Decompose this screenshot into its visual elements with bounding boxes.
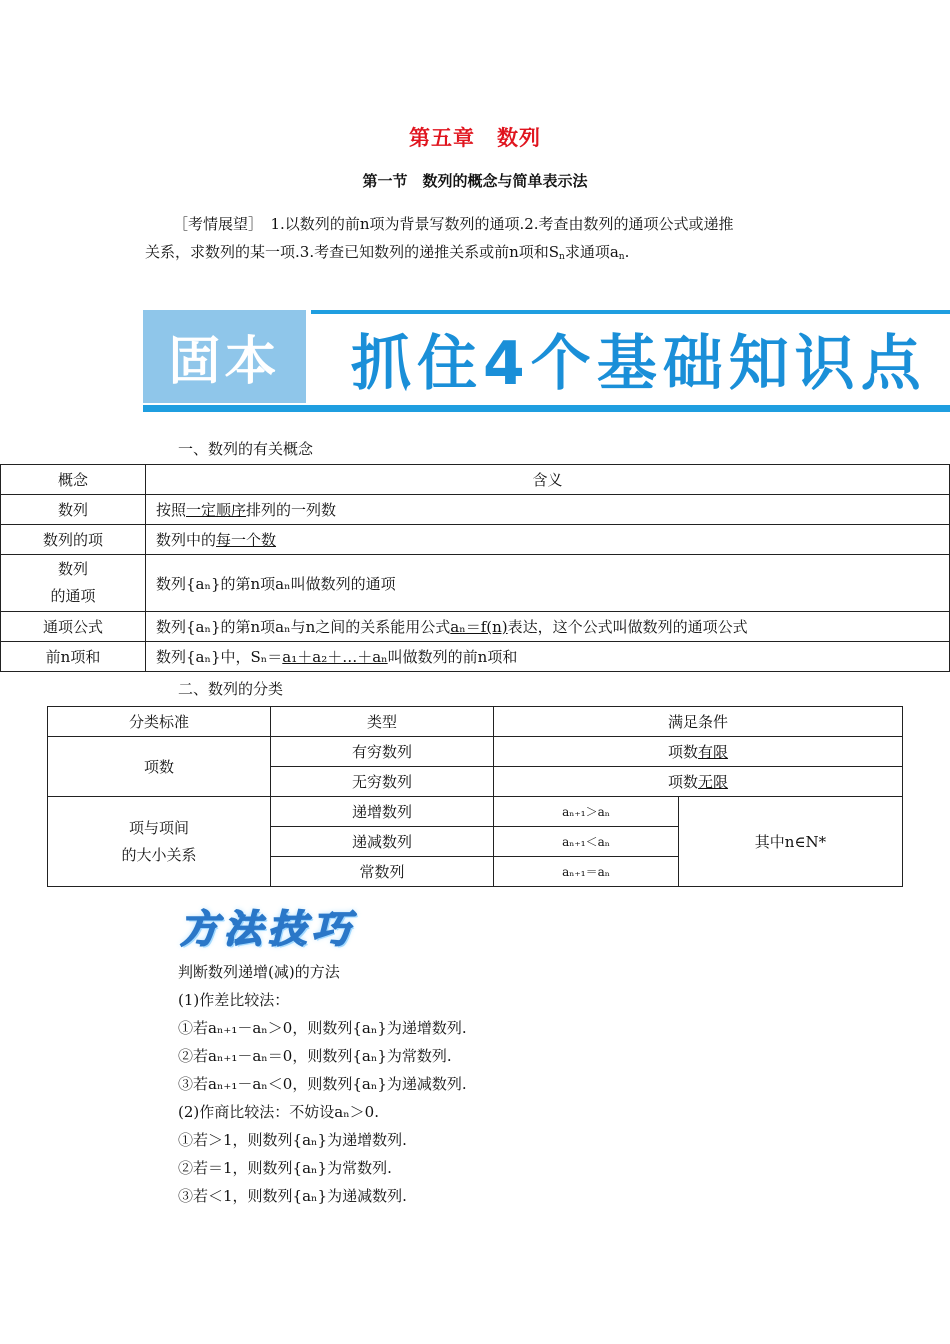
meaning-text: 表达，这个公式叫做数列的通项公式 <box>507 618 748 636</box>
meaning-text: 排列的一列数 <box>246 501 337 519</box>
outlook-sub-1: n <box>559 252 565 262</box>
type-cell: 无穷数列 <box>271 767 494 797</box>
part1-heading: 一、数列的有关概念 <box>178 440 314 458</box>
section-banner <box>143 310 950 412</box>
banner-right-text: 抓住4个基础知识点 <box>351 328 927 399</box>
meaning-cell: 数列{aₙ}的第n项aₙ叫做数列的通项 <box>146 555 950 612</box>
method-line: ②若＝1，则数列{aₙ}为常数列. <box>178 1159 392 1177</box>
meaning-answer: 一定顺序 <box>186 501 247 519</box>
outlook-sub-2: n <box>618 252 625 262</box>
methods-block <box>178 958 467 1210</box>
table-row <box>1 555 950 612</box>
classification-table <box>47 706 903 887</box>
methods-sub-1: (1)作差比较法： <box>178 991 290 1009</box>
method-line: ②若aₙ₊₁－aₙ＝0，则数列{aₙ}为常数列. <box>178 1047 452 1065</box>
standard-cell <box>48 797 271 887</box>
method-badge <box>180 898 390 954</box>
concept-cell <box>1 555 146 612</box>
method-line: ③若aₙ₊₁－aₙ＜0，则数列{aₙ}为递减数列. <box>178 1075 467 1093</box>
condition-cell: aₙ₊₁＞aₙ <box>494 797 679 827</box>
table-row <box>48 707 903 737</box>
table-row <box>48 737 903 767</box>
type-cell: 递增数列 <box>271 797 494 827</box>
note-cell: 其中n∈N* <box>679 797 903 887</box>
concept-cell: 前n项和 <box>1 642 146 672</box>
meaning-answer: aₙ＝f(n) <box>450 618 508 636</box>
part2-heading: 二、数列的分类 <box>178 680 284 698</box>
method-line: ①若aₙ₊₁－aₙ＞0，则数列{aₙ}为递增数列. <box>178 1019 467 1037</box>
banner-left-text: 固本 <box>168 332 281 392</box>
condition-answer: 有限 <box>698 743 729 761</box>
type-cell: 有穷数列 <box>271 737 494 767</box>
meaning-cell <box>146 642 950 672</box>
outlook-line-1: ［考情展望］ 1.以数列的前n项为背景写数列的通项.2.考查由数列的通项公式或递推 <box>173 215 734 233</box>
concept-cell: 数列的项 <box>1 525 146 555</box>
condition-cell <box>494 767 903 797</box>
meaning-cell <box>146 495 950 525</box>
header-type: 类型 <box>271 707 494 737</box>
banner-bar <box>143 405 950 412</box>
header-standard: 分类标准 <box>48 707 271 737</box>
meaning-text: 按照 <box>156 501 187 519</box>
table-row <box>1 525 950 555</box>
table-row <box>1 612 950 642</box>
table-row <box>48 797 903 827</box>
banner-left-block <box>143 310 306 403</box>
methods-sub-2: (2)作商比较法：不妨设aₙ＞0. <box>178 1103 379 1121</box>
condition-text: 项数 <box>667 743 698 761</box>
chapter-title: 第五章 数列 <box>409 126 541 150</box>
standard-cell: 项数 <box>48 737 271 797</box>
concept-line: 数列 <box>57 560 88 578</box>
banner-right-block <box>311 310 950 403</box>
meaning-text: 数列{aₙ}中，Sₙ＝ <box>156 648 283 666</box>
concept-line: 的通项 <box>50 587 96 605</box>
outlook-line-2-b: 求通项a <box>564 243 619 261</box>
standard-line: 的大小关系 <box>121 845 197 864</box>
table-row <box>1 465 950 495</box>
method-badge-text: 方法技巧 <box>180 907 357 951</box>
meaning-cell <box>146 525 950 555</box>
outlook-line-2-a: 关系，求数列的某一项.3.考查已知数列的递推关系或前n项和S <box>145 243 560 261</box>
concept-table <box>0 464 950 672</box>
table-row <box>1 495 950 525</box>
outlook-line-2-c: . <box>624 243 630 261</box>
concept-cell: 通项公式 <box>1 612 146 642</box>
methods-title: 判断数列递增(减)的方法 <box>178 963 340 981</box>
condition-text: 项数 <box>667 773 698 791</box>
condition-cell: aₙ₊₁＝aₙ <box>494 857 679 887</box>
table-row <box>1 642 950 672</box>
condition-cell: aₙ₊₁＜aₙ <box>494 827 679 857</box>
outlook-line-2 <box>145 238 815 271</box>
meaning-text: 叫做数列的前n项和 <box>387 648 518 666</box>
concept-cell: 数列 <box>1 495 146 525</box>
method-line: ③若＜1，则数列{aₙ}为递减数列. <box>178 1187 407 1205</box>
meaning-answer: a₁＋a₂＋…＋aₙ <box>282 648 388 666</box>
section-title: 第一节 数列的概念与简单表示法 <box>362 172 588 190</box>
type-cell: 递减数列 <box>271 827 494 857</box>
header-meaning: 含义 <box>146 465 950 495</box>
standard-line: 项与项间 <box>128 818 189 837</box>
condition-answer: 无限 <box>698 773 729 791</box>
method-line: ①若＞1，则数列{aₙ}为递增数列. <box>178 1131 407 1149</box>
exam-outlook <box>145 210 815 271</box>
header-concept: 概念 <box>1 465 146 495</box>
meaning-cell <box>146 612 950 642</box>
condition-cell <box>494 737 903 767</box>
meaning-answer: 每一个数 <box>216 531 277 549</box>
meaning-text: 数列{aₙ}的第n项aₙ与n之间的关系能用公式 <box>156 618 451 636</box>
meaning-text: 数列中的 <box>156 531 217 549</box>
type-cell: 常数列 <box>271 857 494 887</box>
header-condition: 满足条件 <box>494 707 903 737</box>
